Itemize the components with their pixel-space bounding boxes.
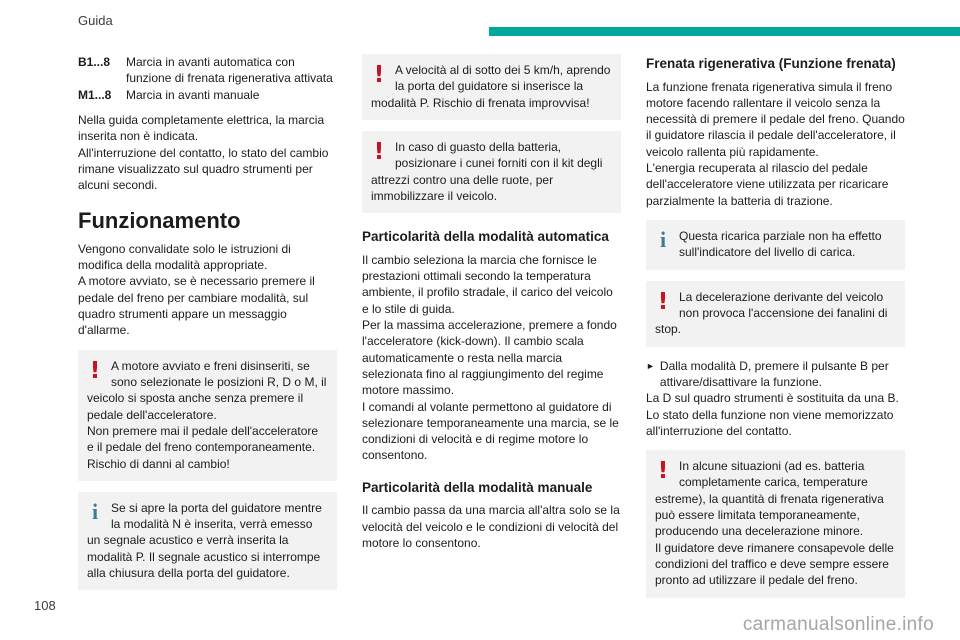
box-text: La decelerazione derivante del veicolo non provoca l'accensione dei fanalini di stop. bbox=[655, 289, 888, 337]
arrow-icon: ► bbox=[646, 360, 655, 371]
column-3 bbox=[646, 54, 905, 609]
paragraph: L'energia recuperata al rilascio del pedale dell'acceleratore viene utilizzata per ricaricare parzialmente la batteria di trazione. bbox=[646, 161, 889, 208]
gear-description: Marcia in avanti manuale bbox=[126, 87, 260, 102]
instruction-item bbox=[646, 358, 905, 391]
warning-icon: ! bbox=[373, 138, 385, 165]
info-box bbox=[78, 492, 337, 591]
header-accent-bar bbox=[489, 27, 960, 36]
box-text: A velocità al di sotto dei 5 km/h, aprendo la porta del guidatore si inserisce la modalità P. Rischio di frenata improvvisa! bbox=[371, 63, 611, 110]
paragraph: Vengono convalidate solo le istruzioni di modifica della modalità appropriate. bbox=[78, 241, 291, 273]
watermark-link[interactable]: carmanualsonline.info bbox=[742, 614, 934, 635]
subsection-heading: Frenata rigenerativa (Funzione frenata) bbox=[646, 56, 896, 71]
warning-icon: ! bbox=[373, 62, 385, 88]
box-text: In caso di guasto della batteria, posizionare i cunei forniti con il kit degli attrezzi contro una delle ruote, per immobilizzare il veicolo. bbox=[371, 139, 603, 203]
section-label: Guida bbox=[78, 13, 113, 28]
warning-box bbox=[362, 131, 621, 213]
box-text: In alcune situazioni (ad es. batteria completamente carica, temperature estreme), la quantità di frenata rigenerativa può essere limitata temporaneamente, producendo una decelerazione minore. bbox=[655, 459, 884, 539]
warning-box bbox=[646, 450, 905, 598]
page-content bbox=[78, 54, 905, 609]
info-box bbox=[646, 220, 905, 270]
warning-icon: ! bbox=[657, 288, 669, 315]
paragraph: Nella guida completamente elettrica, la marcia inserita non è indicata. bbox=[78, 112, 325, 144]
subsection-heading: Particolarità della modalità manuale bbox=[362, 479, 593, 495]
gear-description: Marcia in avanti automatica con funzione di frenata rigenerativa attivata bbox=[126, 55, 333, 86]
warning-box bbox=[78, 350, 337, 481]
paragraph: La D sul quadro strumenti è sostituita da una B. bbox=[646, 391, 899, 406]
warning-box bbox=[646, 281, 905, 347]
info-icon: i bbox=[91, 498, 99, 524]
page-number: 108 bbox=[34, 598, 56, 613]
box-text: Il guidatore deve rimanere consapevole delle condizioni del traffico e deve sempre essere pronto ad utilizzare il pedale del freno. bbox=[655, 540, 894, 588]
paragraph: Lo stato della funzione non viene memorizzato all'interruzione del contatto. bbox=[646, 407, 894, 438]
gear-row bbox=[78, 87, 337, 103]
paragraph: Il cambio seleziona la marcia che fornisce le prestazioni ottimali secondo la temperatura ambiente, il profilo stradale, il carico del veicolo e lo stile di guida. bbox=[362, 252, 613, 316]
column-2 bbox=[362, 54, 621, 609]
gear-code: M1...8 bbox=[78, 87, 112, 102]
paragraph: Il cambio passa da una marcia all'altra solo se la velocità del veicolo e le condizioni di velocità del motore lo consentono. bbox=[362, 503, 620, 550]
gear-code: B1...8 bbox=[78, 55, 111, 69]
paragraph: A motore avviato, se è necessario premere il pedale del freno per cambiare modalità, sul quadro strumenti appare un messaggio d'allarme. bbox=[78, 274, 315, 338]
column-1 bbox=[78, 54, 337, 609]
subsection-heading: Particolarità della modalità automatica bbox=[362, 229, 609, 245]
info-icon: i bbox=[659, 227, 667, 253]
box-text: A motore avviato e freni disinseriti, se sono selezionate le posizioni R, D o M, il veicolo si sposta anche senza premere il pedale dell'acceleratore. bbox=[87, 358, 327, 422]
paragraph: All'interruzione del contatto, lo stato del cambio rimane visualizzato sul quadro strumenti per alcuni secondi. bbox=[78, 145, 329, 193]
warning-box bbox=[362, 54, 621, 120]
section-heading: Funzionamento bbox=[78, 207, 241, 233]
gear-row bbox=[78, 54, 337, 87]
warning-icon: ! bbox=[89, 357, 101, 384]
box-text: Se si apre la porta del guidatore mentre la modalità N è inserita, verrà emesso un segnale acustico e verrà inserita la modalità P. Il segnale acustico si interrompe alla chiusura della porta del guidatore. bbox=[87, 500, 322, 581]
warning-icon: ! bbox=[657, 458, 669, 485]
box-text: Questa ricarica parziale non ha effetto sull'indicatore del livello di carica. bbox=[679, 229, 882, 260]
gear-mode-table bbox=[78, 54, 337, 103]
paragraph: La funzione frenata rigenerativa simula il freno motore facendo rallentare il veicolo senza la necessità di premere il pedale del freno. Quando il guidatore rilascia il pedale dell'acceleratore, il veicolo rallenta più rapidamente. bbox=[646, 79, 905, 159]
box-text: Non premere mai il pedale dell'acceleratore e il pedale del freno contemporaneamente. Rischio di danni al cambio! bbox=[87, 423, 319, 471]
paragraph: I comandi al volante permettono al guidatore di selezionare temporaneamente una marcia, se le condizioni di velocità e di regime motore lo consentono. bbox=[362, 399, 619, 463]
bullet-text: Dalla modalità D, premere il pulsante B per attivare/disattivare la funzione. bbox=[659, 358, 889, 389]
paragraph: Per la massima accelerazione, premere a fondo l'acceleratore (kick-down). Il cambio scala automaticamente o resta nella marcia selezionata fino al raggiungimento del regime motore massimo. bbox=[362, 317, 617, 398]
